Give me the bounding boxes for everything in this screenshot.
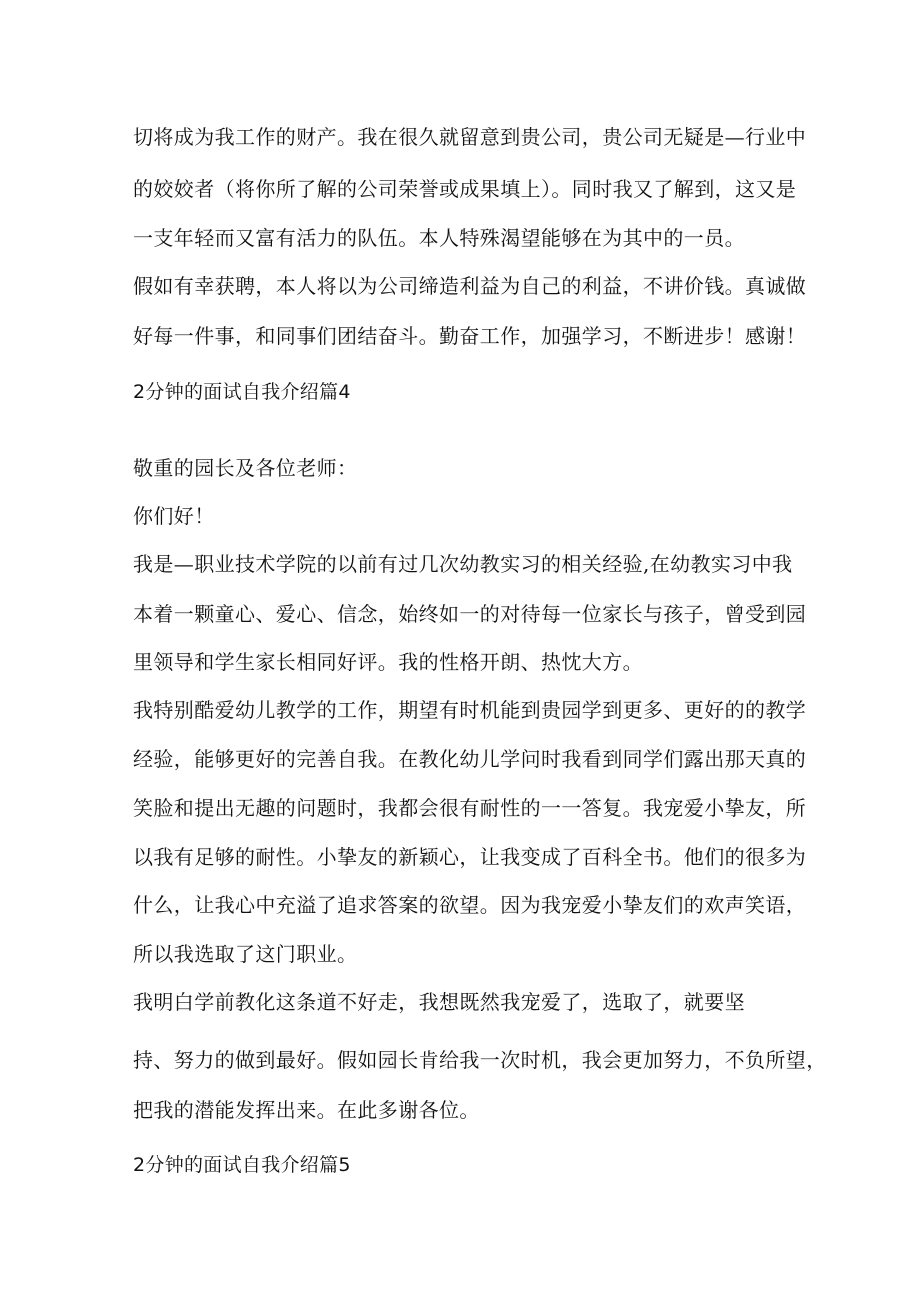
paragraph-line: 所以我选取了这门职业。 [133,942,358,966]
paragraph-line: 经验，能够更好的完善自我。在教化幼儿学问时我看到同学们露出那天真的 [133,747,807,771]
paragraph-line: 我特别酷爱幼儿教学的工作，期望有时机能到贵园学到更多、更好的的教学 [133,698,807,722]
section-heading-5: 2分钟的面试自我介绍篇5 [133,1154,351,1176]
paragraph-line: 持、努力的做到最好。假如园长肯给我一次时机，我会更加努力，不负所望， [133,1048,827,1072]
section-heading-4: 2分钟的面试自我介绍篇4 [133,381,351,403]
greeting: 你们好！ [133,504,215,528]
paragraph-line: 什么，让我心中充溢了追求答案的欲望。因为我宠爱小挚友们的欢声笑语， [133,893,807,917]
paragraph-line: 本着一颗童心、爱心、信念，始终如一的对待每一位家长与孩子，曾受到园 [133,602,807,626]
paragraph-line: 的姣姣者（将你所了解的公司荣誉或成果填上）。同时我又了解到，这又是 [133,177,797,201]
paragraph-line: 切将成为我工作的财产。我在很久就留意到贵公司，贵公司无疑是—行业中 [133,125,807,149]
paragraph-line: 假如有幸获聘，本人将以为公司缔造利益为自己的利益，不讲价钱。真诚做 [133,274,807,298]
paragraph-line: 笑脸和提出无趣的问题时，我都会很有耐性的一一答复。我宠爱小挚友，所 [133,796,807,820]
paragraph-line: 我是—职业技术学院的以前有过几次幼教实习的相关经验,在幼教实习中我 [133,552,793,576]
paragraph-line: 好每一件事，和同事们团结奋斗。勤奋工作，加强学习，不断进步！感谢！ [133,324,807,348]
salutation: 敬重的园长及各位老师： [133,456,358,480]
paragraph-line: 一支年轻而又富有活力的队伍。本人特殊渴望能够在为其中的一员。 [133,226,745,250]
paragraph-line: 以我有足够的耐性。小挚友的新颖心，让我变成了百科全书。他们的很多为 [133,845,807,869]
paragraph-line: 我明白学前教化这条道不好走，我想既然我宠爱了，选取了，就要坚 [133,990,745,1014]
paragraph-line: 里领导和学生家长相同好评。我的性格开朗、热忱大方。 [133,650,643,674]
paragraph-line: 把我的潜能发挥出来。在此多谢各位。 [133,1098,480,1122]
